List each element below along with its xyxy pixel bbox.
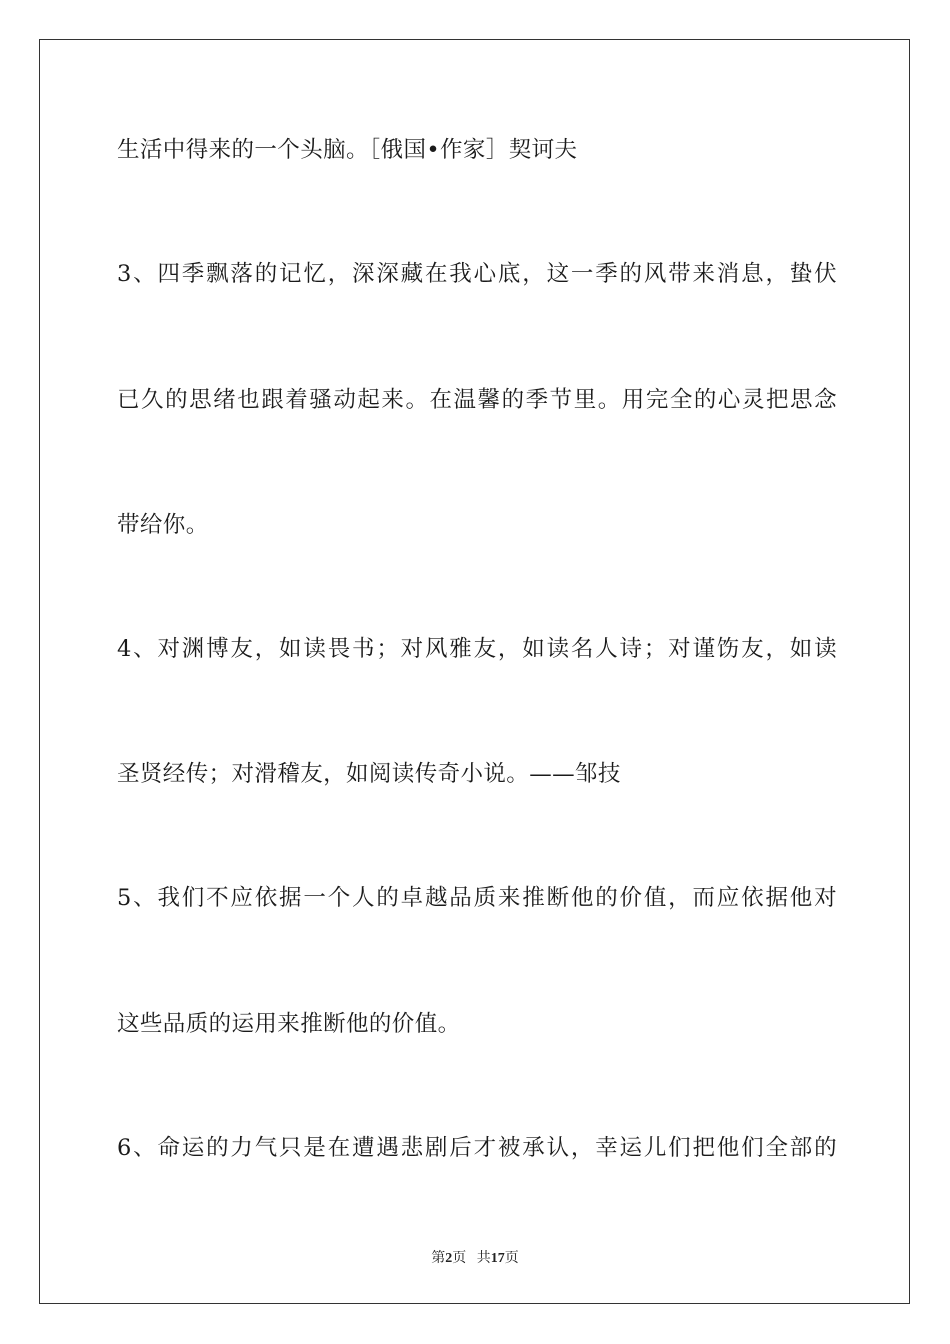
page-border (39, 39, 910, 1304)
page-suffix: 页 (452, 1251, 467, 1266)
text-line-3: 已久的思绪也跟着骚动起来。在温馨的季节里。用完全的心灵把思念 (117, 387, 837, 413)
text-line-9: 6、命运的力气只是在遭遇悲剧后才被承认，幸运儿们把他们全部的 (117, 1135, 837, 1161)
text-line-6: 圣贤经传；对滑稽友，如阅读传奇小说。——邹技 (117, 761, 621, 787)
total-suffix: 页 (504, 1251, 519, 1266)
total-prefix: 共 (476, 1251, 491, 1266)
page-footer (0, 1247, 950, 1267)
total-pages: 17 (490, 1251, 505, 1266)
text-line-4: 带给你。 (117, 512, 209, 538)
page-prefix: 第 (431, 1251, 446, 1266)
text-line-8: 这些品质的运用来推断他的价值。 (117, 1011, 461, 1037)
page-number: 2 (445, 1251, 453, 1266)
text-line-1: 生活中得来的一个头脑。［俄国•作家］契诃夫 (117, 137, 578, 163)
text-line-5: 4、对渊博友，如读畏书；对风雅友，如读名人诗；对谨饬友，如读 (117, 636, 837, 662)
text-line-7: 5、我们不应依据一个人的卓越品质来推断他的价值，而应依据他对 (117, 885, 837, 911)
text-line-2: 3、四季飘落的记忆，深深藏在我心底，这一季的风带来消息，蛰伏 (117, 261, 837, 287)
